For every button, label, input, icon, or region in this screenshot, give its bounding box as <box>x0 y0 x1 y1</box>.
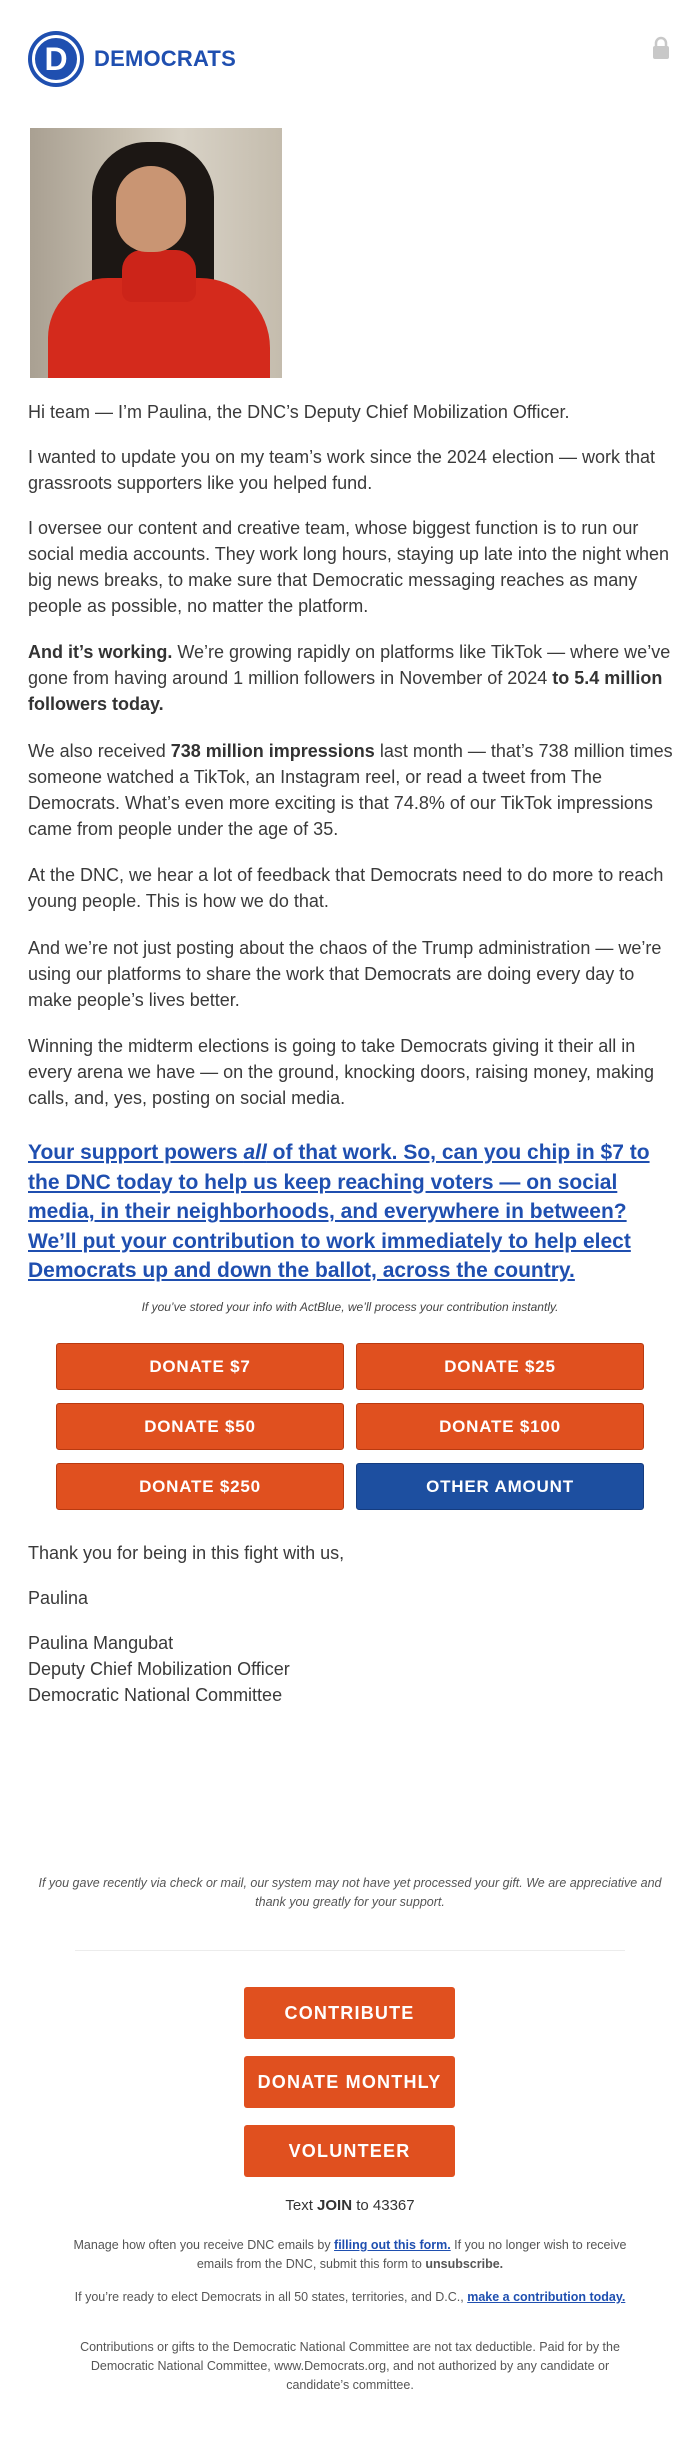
lock-icon <box>652 36 670 60</box>
update-paragraph: I wanted to update you on my team’s work since the 2024 election — work that grassroots supporters like you helped fund. <box>28 447 656 493</box>
donate-7-button[interactable]: DONATE $7 <box>56 1343 344 1390</box>
signature-title: Deputy Chief Mobilization Officer <box>28 1659 290 1679</box>
logo-text: DEMOCRATS <box>94 46 236 71</box>
elect-democrats-text: If you’re ready to elect Democrats in all 50 states, territories, and D.C., make a contribution today. <box>74 2290 626 2304</box>
donate-50-button[interactable]: DONATE $50 <box>56 1403 344 1450</box>
signature-name: Paulina Mangubat <box>28 1633 174 1653</box>
dnc-logo-mark-icon <box>28 31 84 87</box>
text-join-line: Text JOIN to 43367 <box>285 2197 415 2214</box>
donate-monthly-button[interactable]: DONATE MONTHLY <box>244 2056 455 2108</box>
democrats-logo[interactable] <box>28 30 236 88</box>
email-header <box>0 0 700 115</box>
young-people-paragraph: At the DNC, we hear a lot of feedback that Democrats need to do more to reach young people. This is how we do that. <box>28 865 664 911</box>
growth-paragraph <box>28 639 673 717</box>
donate-cta-link[interactable]: Your support powers all of that work. So, can you chip in $7 to the DNC today to help us keep reaching voters — on social media, in their neighborhoods, and everywhere in between? We’ll put your contribution to work immediately to help elect Democrats up and down the ballot, across the country. <box>28 1141 650 1282</box>
unsubscribe-text[interactable]: unsubscribe. <box>425 2257 504 2271</box>
signature-org: Democratic National Committee <box>28 1685 283 1705</box>
growth-text: We’re growing rapidly on platforms like TikTok — where we’ve gone from having around 1 million followers in November of 2024 <box>28 642 671 688</box>
greeting-paragraph: Hi team — I’m Paulina, the DNC’s Deputy Chief Mobilization Officer. <box>28 402 570 422</box>
actblue-note: If you’ve stored your info with ActBlue, we’ll process your contribution instantly. <box>141 1300 559 1314</box>
signature-block <box>28 1630 673 1708</box>
logo-letter: D <box>44 40 68 77</box>
make-contribution-link[interactable]: make a contribution today. <box>467 2290 626 2304</box>
join-keyword: JOIN <box>317 2197 353 2214</box>
closing-line: Thank you for being in this fight with us, <box>28 1543 345 1563</box>
growth-lead: And it’s working. <box>28 642 173 662</box>
signoff: Paulina <box>28 1588 89 1608</box>
donate-100-button[interactable]: DONATE $100 <box>356 1403 644 1450</box>
legal-disclaimer: Contributions or gifts to the Democratic National Committee are not tax deductible. Paid for by the Democratic National Committee, www.Democrats.org, and not authorized by any candidate or candidate’s committee. <box>80 2340 620 2392</box>
donate-250-button[interactable]: DONATE $250 <box>56 1463 344 1510</box>
impressions-highlight: 738 million impressions <box>170 741 375 761</box>
footer-divider <box>75 1950 625 1951</box>
growth-highlight: to 5.4 million followers today. <box>28 668 663 714</box>
manage-emails-text: Manage how often you receive DNC emails by filling out this form. If you no longer wish to receive emails from the DNC, submit this form to unsubscribe. <box>73 2238 627 2271</box>
platforms-paragraph: And we’re not just posting about the chaos of the Trump administration — we’re using our platforms to share the work that Democrats are doing every day to make people’s lives better. <box>28 938 662 1010</box>
manage-emails-link[interactable]: filling out this form. <box>334 2238 451 2252</box>
author-photo <box>30 128 282 378</box>
contribute-button[interactable]: CONTRIBUTE <box>244 1987 455 2039</box>
gift-processing-note: If you gave recently via check or mail, our system may not have yet processed your gift. We are appreciative and thank you greatly for your support. <box>38 1876 662 1909</box>
volunteer-button[interactable]: VOLUNTEER <box>244 2125 455 2177</box>
donate-25-button[interactable]: DONATE $25 <box>356 1343 644 1390</box>
midterms-paragraph: Winning the midterm elections is going to take Democrats giving it their all in every arena we have — on the ground, knocking doors, raising money, making calls, and, yes, posting on social media. <box>28 1036 655 1108</box>
team-paragraph: I oversee our content and creative team, whose biggest function is to run our social media accounts. They work long hours, staying up late into the night when big news breaks, to make sure that Democratic messaging reaches as many people as possible, no matter the platform. <box>28 518 670 616</box>
impressions-paragraph: We also received 738 million impressions last month — that’s 738 million times someone watched a TikTok, an Instagram reel, or read a tweet from The Democrats. What’s even more exciting is that 74.8% of our TikTok impressions came from people under the age of 35. <box>28 741 673 839</box>
other-amount-button[interactable]: OTHER AMOUNT <box>356 1463 644 1510</box>
